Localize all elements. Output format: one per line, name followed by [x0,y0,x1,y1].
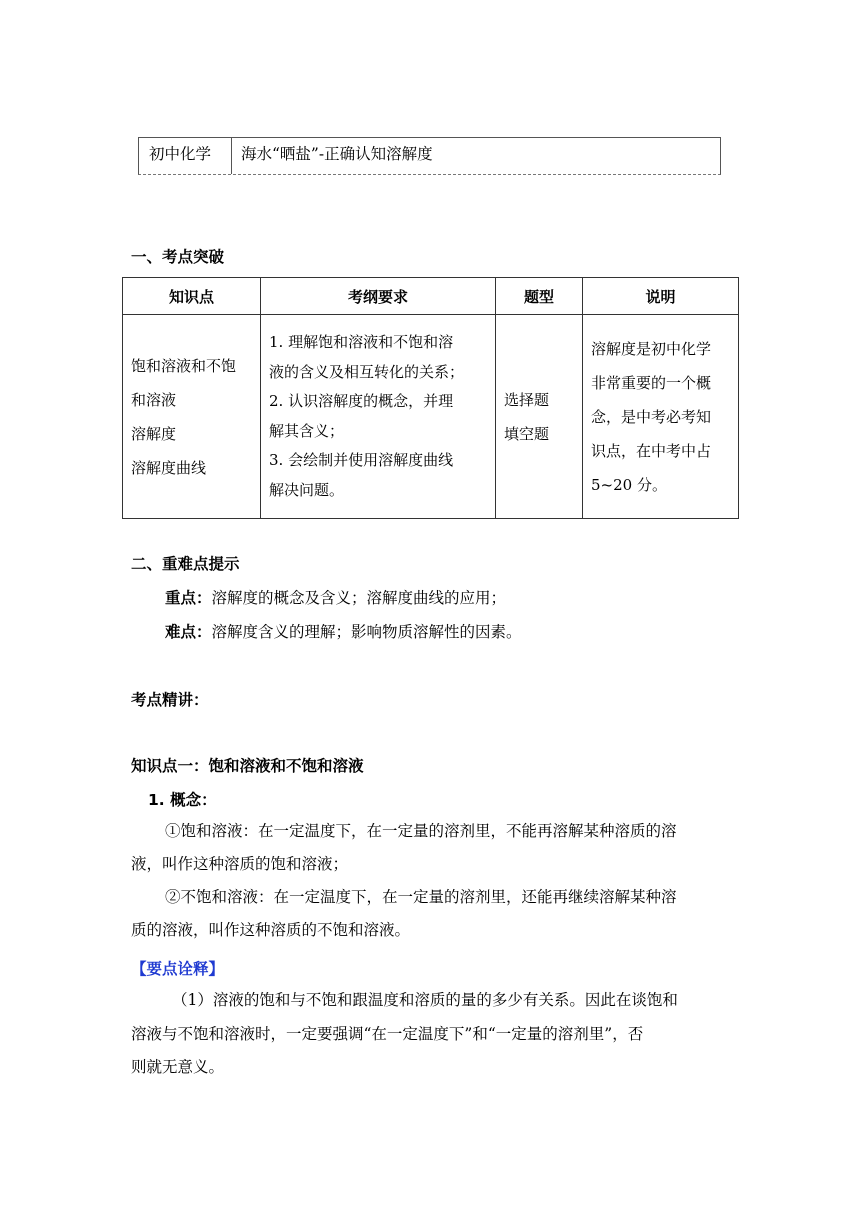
kp1-concept-label: 1. 概念： [148,791,217,809]
section2-title: 二、重难点提示 [131,555,240,573]
section1-title: 一、考点突破 [131,248,225,266]
header-subject: 初中化学 [139,138,232,174]
difficult-point-label: 难点： [165,623,212,641]
kp1-p1-line1: ①饱和溶液：在一定温度下，在一定量的溶剂里，不能再溶解某种溶质的溶 [165,822,677,840]
kp1-note1-line1: （1）溶液的饱和与不饱和跟温度和溶质的量的多少有关系。因此在谈饱和 [172,991,678,1009]
col-header-requirements: 考纲要求 [261,278,496,315]
kp1-notes-label: 【要点诠释】 [131,960,225,978]
knowledge-table [122,277,739,519]
col-header-knowledge: 知识点 [123,278,261,315]
key-point-label: 重点： [165,589,212,607]
cell-knowledge: 饱和溶液和不饱 和溶液 溶解度 溶解度曲线 [123,315,261,519]
kp1-p2-line2: 质的溶液，叫作这种溶质的不饱和溶液。 [131,921,411,939]
key-point-line [165,586,506,608]
lecture-title: 考点精讲： [131,691,209,709]
header-topic: 海水“晒盐”-正确认知溶解度 [241,145,433,163]
table-row [123,315,739,519]
kp1-p2-line1: ②不饱和溶液：在一定温度下，在一定量的溶剂里，还能再继续溶解某种溶 [165,888,677,906]
header-box [138,137,721,175]
cell-requirements: 1. 理解饱和溶液和不饱和溶 液的含义及相互转化的关系； 2. 认识溶解度的概念，并理 解其含义； 3. 会绘制并使用溶解度曲线 解决问题。 [261,315,496,519]
kp1-title: 知识点一：饱和溶液和不饱和溶液 [131,757,364,775]
table-header-row [123,278,739,315]
kp1-note1-line3: 则就无意义。 [131,1058,225,1076]
difficult-point-line [165,620,522,642]
kp1-p1-line2: 液，叫作这种溶质的饱和溶液； [131,855,349,873]
cell-types: 选择题 填空题 [496,315,583,519]
col-header-notes: 说明 [583,278,739,315]
cell-notes: 溶解度是初中化学 非常重要的一个概 念，是中考必考知 识点，在中考中占 5~20 分。 [583,315,739,519]
difficult-point-text: 溶解度含义的理解；影响物质溶解性的因素。 [211,623,522,641]
key-point-text: 溶解度的概念及含义；溶解度曲线的应用； [211,589,507,607]
col-header-type: 题型 [496,278,583,315]
kp1-note1-line2: 溶液与不饱和溶液时，一定要强调“在一定温度下”和“一定量的溶剂里”，否 [131,1025,644,1043]
